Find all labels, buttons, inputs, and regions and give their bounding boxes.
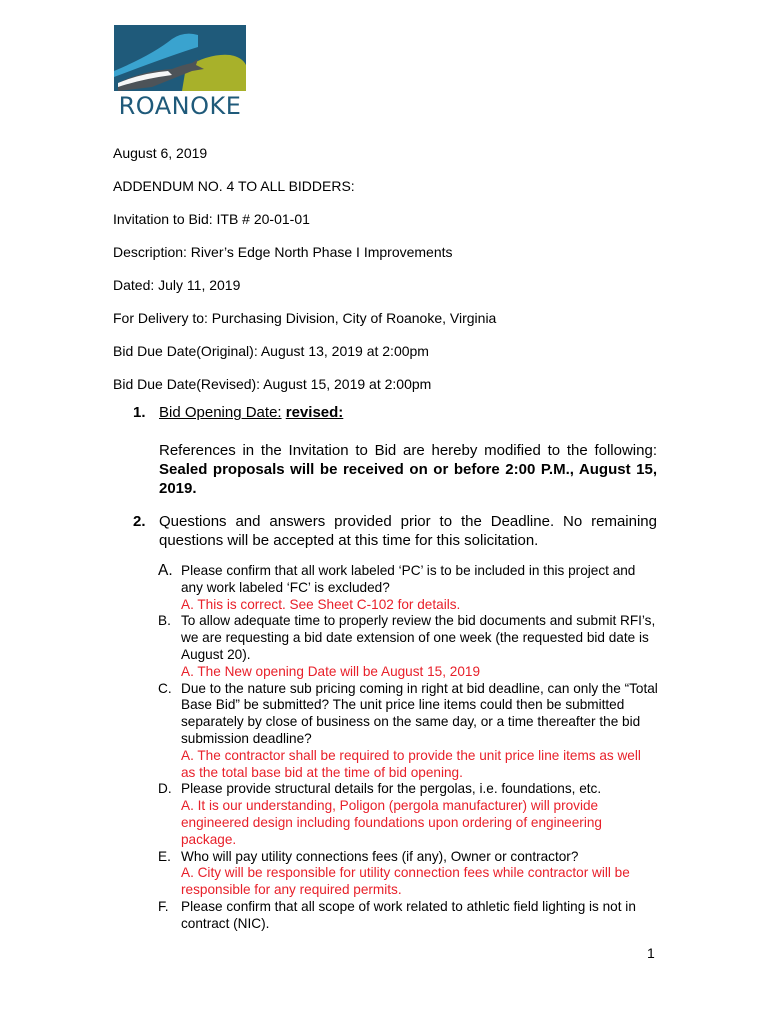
qa-item [158, 781, 658, 848]
qa-question: Due to the nature sub pricing coming in right at bid deadline, can only the “Total Base Bid” be submitted? The unit price line items could then be submitted separately by close of business on the same day, or a time thereafter the bid submission deadline? [181, 680, 658, 746]
letter-date: August 6, 2019 [113, 145, 208, 161]
section-1-title-emphasis: revised: [285, 404, 344, 421]
invitation-line: Invitation to Bid: ITB # 20-01-01 [113, 211, 310, 227]
section-2-number: 2. [133, 513, 146, 530]
qa-question: To allow adequate time to properly review the bid documents and submit RFI’s, we are requesting a bid date extension of one week (the requested bid date is August 20). [181, 613, 656, 662]
section-1-bold-text: Sealed proposals will be received on or before 2:00 P.M., August 15, 2019. [159, 461, 657, 497]
section-1-title-label: Bid Opening Date: [159, 404, 282, 421]
qa-item [158, 899, 658, 933]
qa-answer: A. City will be responsible for utility connection fees while contractor will be responsible for any required permits. [181, 865, 630, 898]
qa-letter: A. [158, 562, 173, 579]
qa-question: Please provide structural details for the pergolas, i.e. foundations, etc. [181, 781, 602, 797]
section-2-text: Questions and answers provided prior to the Deadline. No remaining questions will be accepted at this time for this solicitation. [159, 513, 657, 549]
qa-answer: A. The New opening Date will be August 15, 2019 [181, 663, 481, 679]
qa-question: Who will pay utility connections fees (if any), Owner or contractor? [181, 848, 579, 864]
qa-answer: A. It is our understanding, Poligon (pergola manufacturer) will provide engineered design including foundations upon ordering of engineering package. [181, 798, 602, 847]
qa-letter: E. [158, 848, 171, 864]
page-number: 1 [647, 945, 655, 961]
qa-item [158, 613, 658, 680]
qa-item [158, 681, 658, 782]
addendum-title: ADDENDUM NO. 4 TO ALL BIDDERS: [113, 178, 355, 194]
qa-item [158, 563, 658, 613]
due-original-line: Bid Due Date(Original): August 13, 2019 at 2:00pm [113, 343, 429, 359]
qa-item [158, 849, 658, 899]
qa-question: Please confirm that all scope of work related to athletic field lighting is not in contract (NIC). [181, 898, 636, 931]
roanoke-logo [112, 25, 248, 120]
delivery-line: For Delivery to: Purchasing Division, City of Roanoke, Virginia [113, 310, 497, 326]
qa-list [158, 563, 658, 933]
qa-answer: A. This is correct. See Sheet C-102 for details. [181, 596, 461, 612]
qa-letter: D. [158, 781, 172, 797]
due-revised-line: Bid Due Date(Revised): August 15, 2019 at 2:00pm [113, 376, 432, 392]
section-1-text: References in the Invitation to Bid are hereby modified to the following: [159, 442, 657, 459]
dated-line: Dated: July 11, 2019 [113, 277, 241, 293]
section-1-number: 1. [133, 404, 146, 421]
section-1-title [159, 403, 657, 422]
qa-letter: C. [158, 680, 172, 696]
qa-letter: B. [158, 613, 171, 629]
roanoke-logo-mark [112, 25, 248, 93]
section-1-body [159, 441, 657, 498]
qa-question: Please confirm that all work labeled ‘PC’ is to be included in this project and any work labeled ‘FC’ is excluded? [181, 563, 636, 595]
description-line: Description: River’s Edge North Phase I Improvements [113, 244, 453, 260]
qa-letter: F. [158, 898, 169, 914]
qa-answer: A. The contractor shall be required to provide the unit price line items as well as the total base bid at the time of bid opening. [181, 747, 641, 780]
roanoke-logo-text: ROANOKE [118, 92, 242, 120]
